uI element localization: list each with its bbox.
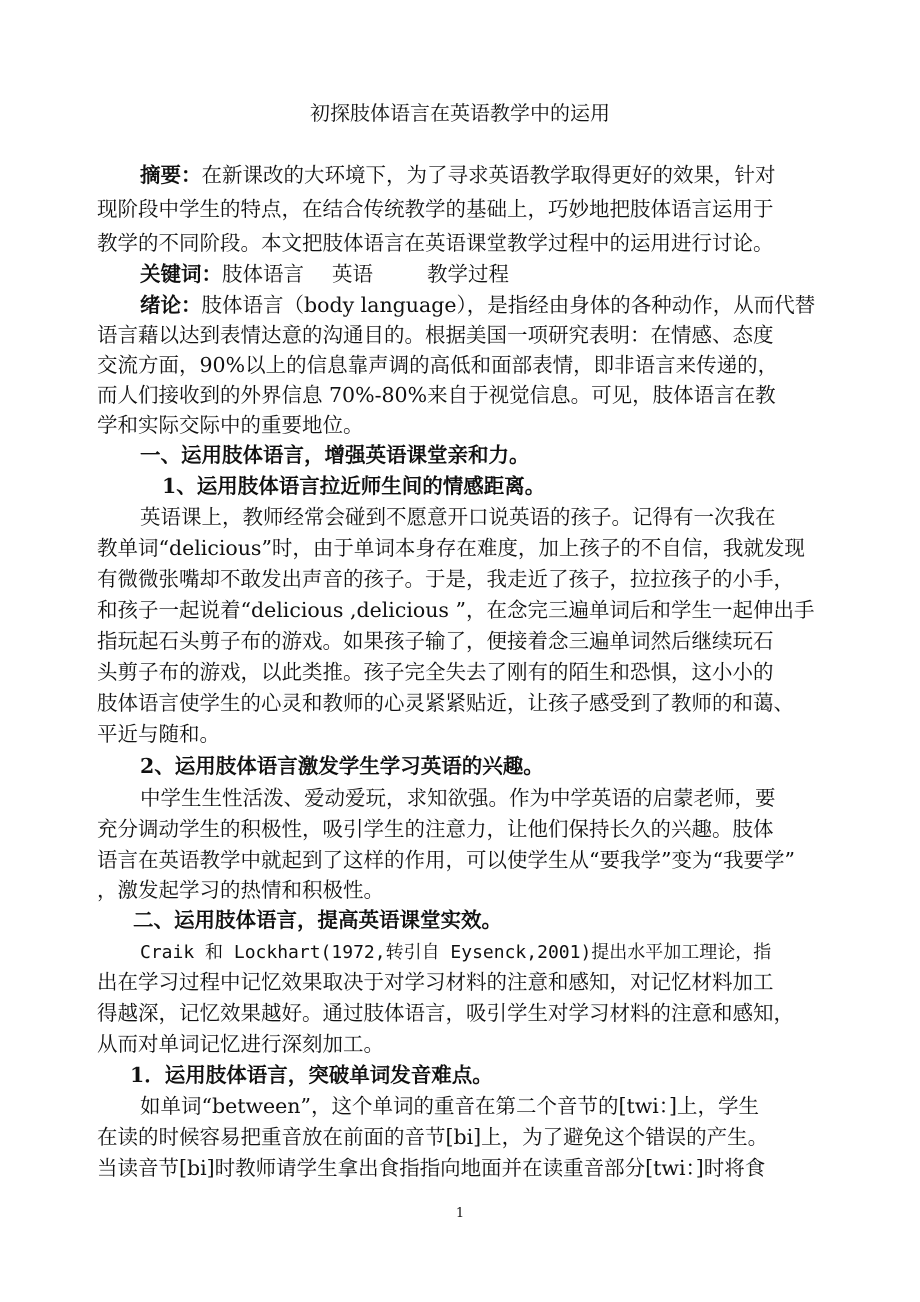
abstract-line-3	[0, 226, 920, 260]
section-1-1-text-1: 英语课上，教师经常会碰到不愿意开口说英语的孩子。记得有一次我在	[140, 505, 776, 529]
section-1-1-line-5	[0, 624, 920, 658]
section-2-text-4: 从而对单词记忆进行深刻加工。	[97, 1032, 384, 1056]
section-1-1-line-7	[0, 686, 920, 720]
section-1-1-heading	[0, 469, 920, 503]
section-1-1-text-5: 指玩起石头剪子布的游戏。如果孩子输了，便接着念三遍单词然后继续玩石	[97, 629, 774, 653]
intro-text-4: 而人们接收到的外界信息 70%-80%来自于视觉信息。可见，肢体语言在教	[97, 383, 776, 407]
intro-text-5: 学和实际交际中的重要地位。	[97, 413, 364, 437]
abstract-line-1	[0, 158, 920, 192]
section-1-2-line-2	[0, 812, 920, 846]
section-1-2-line-4	[0, 873, 920, 907]
abstract-line-2	[0, 192, 920, 226]
section-1-heading	[0, 438, 920, 472]
intro-text-2: 语言藉以达到表情达意的沟通目的。根据美国一项研究表明：在情感、态度	[97, 323, 774, 347]
section-1-1-line-1	[0, 500, 920, 534]
section-1-1-text-7: 肢体语言使学生的心灵和教师的心灵紧紧贴近，让孩子感受到了教师的和蔼、	[97, 691, 794, 715]
section-1-2-text-3: 语言在英语教学中就起到了这样的作用，可以使学生从“要我学”变为“我要学”	[97, 848, 795, 872]
abstract-text-1: 在新课改的大环境下，为了寻求英语教学取得更好的效果，针对	[201, 163, 776, 187]
section-1-2-line-3	[0, 843, 920, 877]
keyword-1: 肢体语言	[222, 262, 304, 286]
section-2-line-3	[0, 996, 920, 1030]
section-2-line-4	[0, 1027, 920, 1061]
section-2-1-line-3	[0, 1151, 920, 1185]
abstract-label: 摘要：	[140, 163, 202, 187]
section-1-1-text-2: 教单词“delicious”时，由于单词本身存在难度，加上孩子的不自信，我就发现	[97, 536, 805, 560]
keywords-line	[0, 257, 920, 291]
section-1-2-text-2: 充分调动学生的积极性，吸引学生的注意力，让他们保持长久的兴趣。肢体	[97, 817, 774, 841]
intro-text-3: 交流方面，90%以上的信息靠声调的高低和面部表情，即非语言来传递的，	[97, 353, 779, 377]
abstract-text-2: 现阶段中学生的特点，在结合传统教学的基础上，巧妙地把肢体语言运用于	[97, 197, 774, 221]
section-1-heading-text: 一、运用肢体语言，增强英语课堂亲和力。	[140, 443, 530, 467]
section-1-1-text-6: 头剪子布的游戏，以此类推。孩子完全失去了刚有的陌生和恐惧，这小小的	[97, 660, 774, 684]
section-2-1-line-1	[0, 1089, 920, 1123]
section-2-1-text-1: 如单词“between”，这个单词的重音在第二个音节的[twi：]上，学生	[140, 1094, 760, 1118]
intro-text-1: 肢体语言（body language），是指经由身体的各种动作，从而代替	[201, 293, 816, 317]
keywords-label: 关键词：	[140, 262, 222, 286]
section-1-1-text-3: 有微微张嘴却不敢发出声音的孩子。于是，我走近了孩子，拉拉孩子的小手，	[97, 567, 794, 591]
section-1-2-text-1: 中学生生性活泼、爱动爱玩，求知欲强。作为中学英语的启蒙老师，要	[140, 786, 776, 810]
section-1-2-line-1	[0, 781, 920, 815]
section-1-1-text-8: 平近与随和。	[97, 722, 220, 746]
section-2-text-3: 得越深，记忆效果越好。通过肢体语言，吸引学生对学习材料的注意和感知，	[97, 1001, 794, 1025]
page-title: 初探肢体语言在英语教学中的运用	[310, 101, 610, 125]
section-2-1-heading	[0, 1058, 920, 1092]
section-1-2-heading	[0, 749, 920, 783]
section-1-1-line-3	[0, 562, 920, 596]
abstract-text-3: 教学的不同阶段。本文把肢体语言在英语课堂教学过程中的运用进行讨论。	[97, 231, 774, 255]
section-2-heading-text: 二、运用肢体语言，提高英语课堂实效。	[133, 908, 502, 932]
section-1-1-text-4: 和孩子一起说着“delicious ,delicious ”，在念完三遍单词后和学生一起伸出手	[97, 598, 815, 622]
section-2-1-line-2	[0, 1120, 920, 1154]
intro-line-5	[0, 408, 920, 442]
section-1-1-line-2	[0, 531, 920, 565]
intro-line-3	[0, 348, 920, 382]
section-1-2-text-4: ，激发起学习的热情和积极性。	[97, 878, 384, 902]
section-1-1-line-8	[0, 717, 920, 751]
section-1-1-line-6	[0, 655, 920, 689]
page-number: 1	[455, 1206, 465, 1221]
section-2-text-2: 出在学习过程中记忆效果取决于对学习材料的注意和感知，对记忆材料加工	[97, 970, 774, 994]
section-2-heading	[0, 903, 920, 937]
intro-line-4	[0, 378, 920, 412]
intro-label: 绪论：	[140, 293, 202, 317]
intro-line-2	[0, 318, 920, 352]
section-2-1-text-2: 在读的时候容易把重音放在前面的音节[bi]上，为了避免这个错误的产生。	[97, 1125, 769, 1149]
intro-line-1	[0, 288, 920, 322]
section-2-line-2	[0, 965, 920, 999]
section-2-text-1: Craik 和 Lockhart(1972,转引自 Eysenck,2001)提出水平加工理论，指	[140, 942, 772, 963]
keyword-3: 教学过程	[427, 262, 509, 286]
keyword-2: 英语	[332, 262, 373, 286]
section-2-1-text-3: 当读音节[bi]时教师请学生拿出食指指向地面并在读重音部分[twi：]时将食	[97, 1156, 766, 1180]
section-2-1-heading-text: 1．运用肢体语言，突破单词发音难点。	[130, 1063, 493, 1087]
section-1-1-line-4	[0, 593, 920, 627]
section-1-2-heading-text: 2、运用肢体语言激发学生学习英语的兴趣。	[140, 754, 544, 778]
section-1-1-heading-text: 1、运用肢体语言拉近师生间的情感距离。	[162, 474, 546, 498]
